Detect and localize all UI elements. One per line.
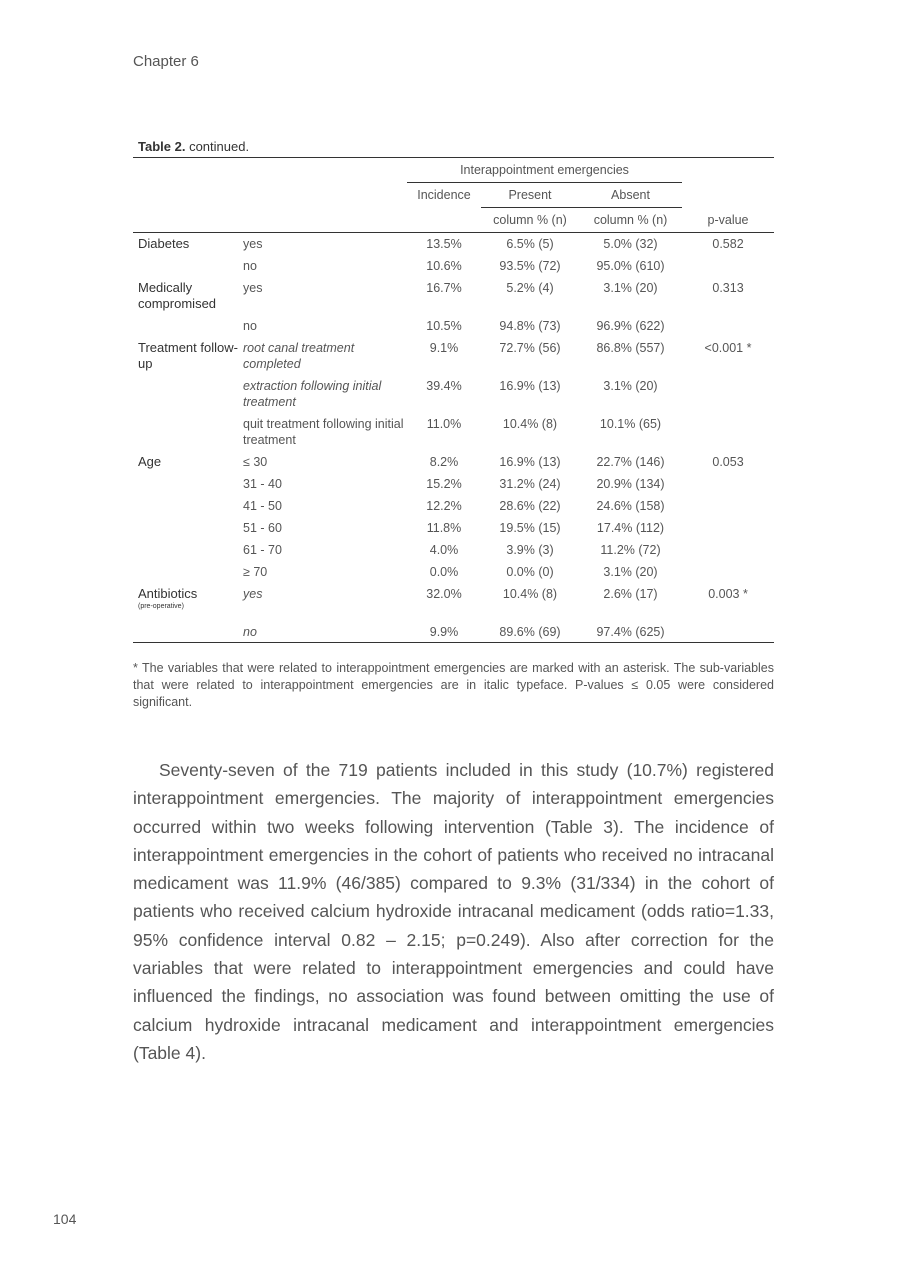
cell-variable (133, 315, 243, 337)
cell-pvalue: 0.003 * (708, 586, 748, 601)
cell-incidence: 9.1% (429, 340, 459, 355)
cell-subvariable: 31 - 40 (243, 476, 282, 491)
cell-variable (133, 517, 243, 539)
cell-pvalue (682, 517, 774, 539)
sub-absent: column % (n) (579, 208, 682, 233)
cell-subvariable: yes (243, 237, 263, 251)
cell-subvariable: extraction following initial treatment (243, 378, 382, 409)
table-row (133, 473, 774, 495)
cell-variable (133, 621, 243, 643)
cell-present: 10.4% (8) (502, 416, 558, 431)
cell-absent: 10.1% (65) (599, 416, 662, 431)
cell-pvalue: 0.313 (712, 280, 744, 295)
cell-absent: 5.0% (32) (603, 237, 658, 251)
cell-variable: Diabetes (138, 236, 190, 251)
col-present: Present (481, 183, 579, 208)
group-header: Interappointment emergencies (407, 158, 682, 183)
cell-present: 6.5% (5) (506, 237, 554, 251)
table-row (133, 255, 774, 277)
table-row (133, 451, 774, 473)
table-row (133, 561, 774, 583)
cell-present: 16.9% (13) (499, 378, 561, 393)
cell-pvalue (682, 315, 774, 337)
cell-present: 31.2% (24) (499, 476, 561, 491)
cell-subvariable: ≥ 70 (243, 564, 268, 579)
cell-absent: 95.0% (610) (596, 258, 665, 273)
cell-absent: 17.4% (112) (596, 520, 665, 535)
table-row (133, 621, 774, 643)
cell-variable (133, 255, 243, 277)
cell-incidence: 4.0% (429, 542, 459, 557)
cell-pvalue (682, 539, 774, 561)
cell-subvariable: 51 - 60 (243, 520, 282, 535)
col-absent: Absent (579, 183, 682, 208)
table-caption-label: Table 2. (138, 139, 186, 154)
cell-absent: 22.7% (146) (596, 454, 665, 469)
cell-incidence: 0.0% (429, 564, 459, 579)
paragraph-text: Seventy-seven of the 719 patients included in this study (10.7%) registered interappointment emergencies. The majority of interappointment emergencies occurred within two weeks following intervention (Table 3). The incidence of interappointment emergencies in the cohort of patients who received no intracanal medicament was 11.9% (46/385) compared to 9.3% (31/334) in the cohort of patients who received calcium hydroxide intracanal medicament (odds ratio=1.33, 95% confidence interval 0.82 – 2.15; p=0.249). Also after correction for the variables that were related to interappointment emergencies and could have influenced the findings, no association was found between omitting the use of calcium hydroxide intracanal medicament and interappointment emergencies (Table 4). (133, 760, 774, 1063)
cell-incidence: 9.9% (407, 621, 481, 643)
cell-absent: 3.1% (20) (603, 564, 658, 579)
cell-absent: 11.2% (72) (600, 542, 661, 557)
results-table (133, 157, 774, 643)
cell-incidence: 10.6% (426, 258, 462, 273)
table-row (133, 233, 774, 255)
table-row (133, 413, 774, 451)
cell-variable: Medically compromised (138, 279, 217, 311)
table-row (133, 277, 774, 315)
cell-subvariable: 41 - 50 (243, 498, 282, 513)
cell-pvalue (682, 473, 774, 495)
table-footnote: * The variables that were related to interappointment emergencies are marked with an asterisk. The sub-variables that were related to interappointment emergencies are in italic typeface. P-values ≤ 0.05 were considered significant. (133, 661, 774, 709)
cell-absent: 2.6% (17) (603, 586, 658, 601)
cell-incidence: 16.7% (426, 280, 462, 295)
page-number: 104 (53, 1211, 77, 1227)
table-row (133, 583, 774, 621)
cell-present: 89.6% (69) (481, 621, 579, 643)
table-row (133, 315, 774, 337)
cell-subvariable: no (243, 621, 407, 643)
cell-absent: 3.1% (20) (603, 280, 658, 295)
cell-pvalue: 0.053 (712, 454, 744, 469)
cell-pvalue (682, 413, 774, 451)
variable-label: Antibiotics (138, 585, 198, 601)
cell-present: 72.7% (56) (499, 340, 561, 355)
body-paragraph (133, 756, 774, 1067)
cell-subvariable: quit treatment following initial treatment (243, 416, 404, 447)
cell-present: 10.4% (8) (502, 586, 558, 601)
cell-variable (133, 495, 243, 517)
cell-present: 94.8% (73) (499, 318, 561, 333)
cell-subvariable: 61 - 70 (243, 542, 282, 557)
variable-note: (pre-operative) (138, 602, 184, 610)
cell-present: 93.5% (72) (499, 258, 561, 273)
cell-present: 16.9% (13) (499, 454, 561, 469)
cell-incidence: 10.5% (426, 318, 462, 333)
cell-subvariable: root canal treatment completed (243, 340, 355, 371)
table-row (133, 517, 774, 539)
cell-absent: 97.4% (625) (579, 621, 682, 643)
cell-incidence: 8.2% (429, 454, 459, 469)
table-row (133, 539, 774, 561)
cell-subvariable: yes (243, 586, 263, 601)
cell-pvalue: 0.582 (712, 237, 744, 251)
cell-present: 0.0% (0) (506, 564, 554, 579)
cell-variable (133, 413, 243, 451)
cell-absent: 3.1% (20) (603, 378, 658, 393)
cell-absent: 20.9% (134) (596, 476, 665, 491)
table-row (133, 337, 774, 375)
cell-variable (133, 539, 243, 561)
cell-incidence: 32.0% (426, 586, 462, 601)
cell-pvalue (682, 561, 774, 583)
cell-present: 28.6% (22) (499, 498, 561, 513)
cell-subvariable: no (243, 258, 257, 273)
cell-incidence: 13.5% (426, 237, 462, 251)
cell-incidence: 15.2% (426, 476, 462, 491)
cell-present: 3.9% (3) (506, 542, 554, 557)
cell-subvariable: ≤ 30 (243, 454, 268, 469)
cell-incidence: 11.0% (426, 416, 462, 431)
cell-variable (133, 473, 243, 495)
table-row (133, 495, 774, 517)
cell-absent: 96.9% (622) (596, 318, 665, 333)
table-caption-text: continued. (185, 139, 250, 154)
cell-pvalue (682, 255, 774, 277)
cell-incidence: 12.2% (426, 498, 462, 513)
cell-absent: 86.8% (557) (596, 340, 665, 355)
cell-pvalue: <0.001 * (704, 340, 752, 355)
cell-variable (133, 375, 243, 413)
col-incidence: Incidence (417, 188, 471, 203)
cell-variable: Age (138, 453, 162, 469)
sub-present: column % (n) (481, 208, 579, 233)
cell-variable (133, 583, 243, 621)
cell-variable: Treatment follow-up (138, 339, 238, 371)
cell-absent: 24.6% (158) (596, 498, 665, 513)
cell-variable (133, 561, 243, 583)
running-header: Chapter 6 (133, 53, 199, 70)
cell-subvariable: yes (243, 280, 263, 295)
table-caption (138, 139, 249, 154)
cell-incidence: 11.8% (426, 520, 462, 535)
cell-pvalue (682, 375, 774, 413)
col-pvalue: p-value (682, 208, 774, 233)
cell-present: 5.2% (4) (506, 280, 554, 295)
cell-subvariable: no (243, 318, 257, 333)
cell-pvalue (682, 495, 774, 517)
cell-present: 19.5% (15) (499, 520, 561, 535)
cell-incidence: 39.4% (426, 378, 462, 393)
table-row (133, 375, 774, 413)
cell-pvalue (682, 621, 774, 643)
